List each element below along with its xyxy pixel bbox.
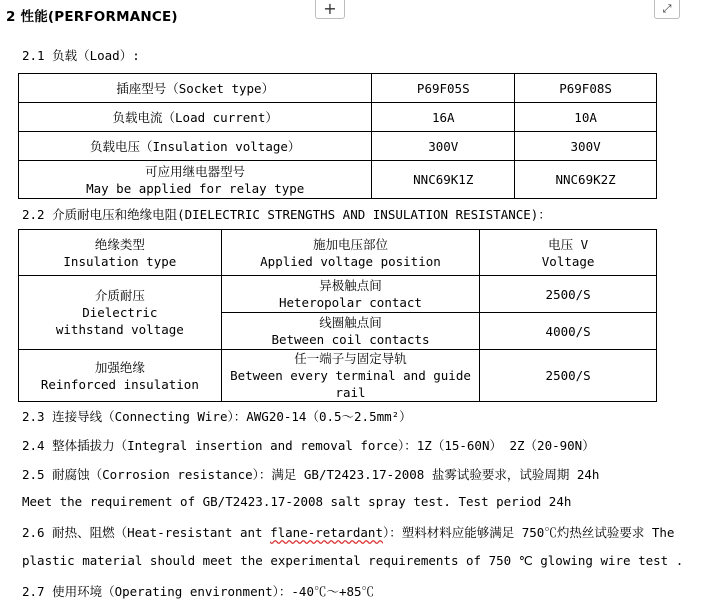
table-cell	[221, 350, 480, 402]
dielectric-en: Dielectric	[82, 305, 158, 320]
table-cell	[221, 276, 480, 313]
section-heading: 2 性能(PERFORMANCE)	[6, 9, 178, 25]
subsection-2-4: 2.4 整体插拔力（Integral insertion and removal force）：1Z（15-60N） 2Z（20-90N）	[22, 438, 595, 453]
table-cell: 2500/S	[480, 350, 657, 402]
text-fragment: ）：塑料材料应能够满足 750℃灼热丝试验要求 The	[382, 525, 675, 540]
table-cell: 300V	[372, 132, 515, 161]
insulation-cn: 加强绝缘	[94, 359, 145, 375]
expand-icon[interactable]: ⤢	[654, 0, 680, 19]
header-cn: 电压 V	[548, 236, 589, 252]
header-cn: 施加电压部位	[312, 236, 388, 252]
dielectric-cn: 介质耐压	[94, 288, 145, 303]
table-cell	[19, 276, 222, 350]
position-en: Between coil contacts	[271, 332, 430, 347]
load-table	[18, 73, 657, 199]
table-row	[19, 74, 657, 103]
table-cell	[221, 313, 480, 350]
column-header	[221, 230, 480, 276]
column-header	[19, 230, 222, 276]
subsection-2-7: 2.7 使用环境（Operating environment）：-40℃～+85℃	[22, 584, 375, 599]
table-cell: 负载电流（Load current）	[19, 103, 372, 132]
table-cell: P69F08S	[515, 74, 657, 103]
table-row	[19, 132, 657, 161]
table-row	[19, 103, 657, 132]
table-row	[19, 350, 657, 402]
header-en: Voltage	[541, 253, 595, 269]
subsection-2-5: 2.5 耐腐蚀（Corrosion resistance）：满足 GB/T2423.17-2008 盐雾试验要求，试验周期 24h	[22, 467, 600, 482]
table-cell: 负载电压（Insulation voltage）	[19, 132, 372, 161]
dielectric-table	[18, 229, 657, 402]
table-header-row	[19, 230, 657, 276]
table-cell: NNC69K2Z	[515, 161, 657, 199]
position-en: Heteropolar contact	[278, 295, 422, 310]
subsection-2-2: 2.2 介质耐电压和绝缘电阻(DIELECTRIC STRENGTHS AND INSULATION RESISTANCE)：	[22, 207, 551, 222]
table-row	[19, 276, 657, 313]
table-row	[19, 161, 657, 199]
header-en: Insulation type	[63, 253, 177, 269]
header-cn: 绝缘类型	[94, 236, 145, 252]
position-cn: 任一端子与固定导轨	[294, 351, 407, 366]
position-cn: 线圈触点间	[319, 315, 382, 330]
position-en: Between every terminal and guide rail	[230, 368, 471, 400]
spellcheck-word: flane-retardant	[270, 525, 383, 540]
subsection-2-5-en: Meet the requirement of GB/T2423.17-2008 salt spray test. Test period 24h	[22, 494, 572, 509]
table-cell: 10A	[515, 103, 657, 132]
subsection-2-3: 2.3 连接导线（Connecting Wire）：AWG20-14（0.5～2.5mm²）	[22, 409, 412, 424]
subsection-2-6	[22, 523, 674, 541]
dielectric-en: withstand voltage	[55, 322, 184, 337]
insulation-en: Reinforced insulation	[40, 376, 199, 392]
text-fragment: 2.6 耐热、阻燃（Heat-resistant ant	[22, 525, 271, 540]
subsection-2-6-en: plastic material should meet the experimental requirements of 750 ℃ glowing wire test .	[22, 553, 684, 568]
table-cell: 2500/S	[480, 276, 657, 313]
table-cell: 300V	[515, 132, 657, 161]
table-cell: 插座型号（Socket type）	[19, 74, 372, 103]
table-cell	[19, 350, 222, 402]
table-cell: P69F05S	[372, 74, 515, 103]
column-header	[480, 230, 657, 276]
add-icon[interactable]: +	[315, 0, 345, 19]
table-cell: NNC69K1Z	[372, 161, 515, 199]
table-cell: 4000/S	[480, 313, 657, 350]
table-cell: 16A	[372, 103, 515, 132]
position-cn: 异极触点间	[319, 278, 382, 293]
relay-type-label-en: May be applied for relay type	[86, 180, 305, 196]
relay-type-label-cn: 可应用继电器型号	[145, 163, 246, 179]
table-cell	[19, 161, 372, 199]
header-en: Applied voltage position	[260, 253, 441, 269]
subsection-2-1: 2.1 负载（Load）:	[22, 48, 140, 63]
